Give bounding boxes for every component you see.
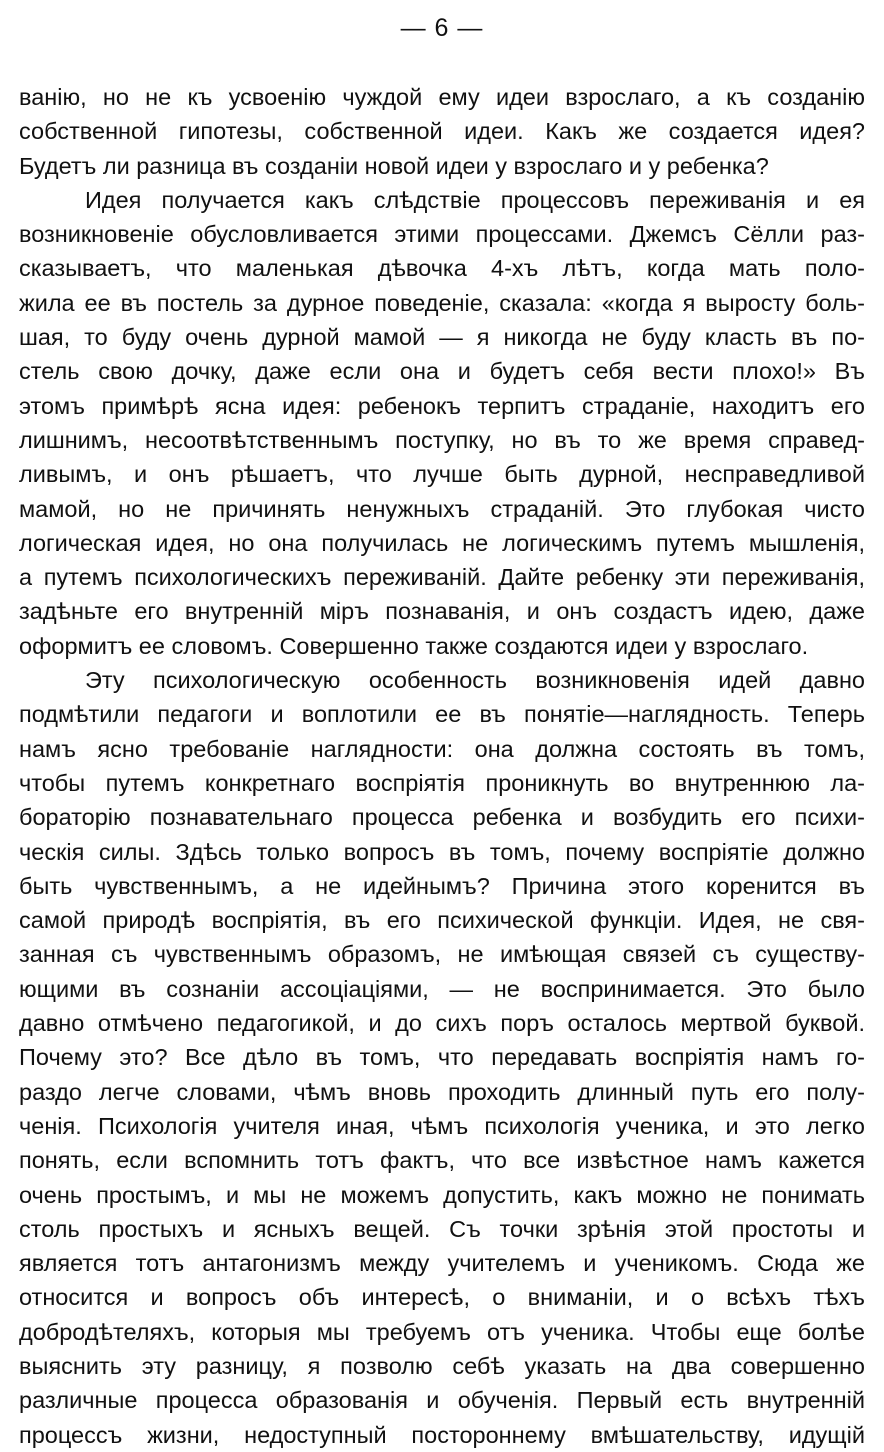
- text-line: стель свою дочку, даже если она и будетъ себя вести плохо!» Въ: [19, 358, 865, 385]
- text-line: относится и вопросъ объ интересѣ, о вниманіи, и о всѣхъ тѣхъ: [19, 1284, 865, 1311]
- text-line: ющими въ сознаніи ассоціаціями, — не воспринимается. Это было: [19, 975, 865, 1002]
- book-page: [19, 12, 865, 1452]
- text-line: ливымъ, и онъ рѣшаетъ, что лучше быть дурной, несправедливой: [19, 461, 865, 488]
- text-line: сказываетъ, что маленькая дѣвочка 4-хъ лѣтъ, когда мать поло-: [19, 255, 865, 282]
- text-line: намъ ясно требованіе наглядности: она должна состоять въ томъ,: [19, 735, 865, 762]
- text-line: задѣньте его внутренній міръ познаванія, и онъ создастъ идею, даже: [19, 598, 865, 625]
- text-line: различные процесса образованія и обученія. Первый есть внутренній: [19, 1387, 865, 1414]
- text-line: Будетъ ли разница въ созданіи новой идеи у взрослаго и у ребенка?: [19, 152, 769, 179]
- text-line: этомъ примѣрѣ ясна идея: ребенокъ терпитъ страданіе, находитъ его: [19, 392, 865, 419]
- text-line: подмѣтили педагоги и воплотили ее въ понятіе—наглядность. Теперь: [19, 701, 865, 728]
- text-line: жила ее въ постель за дурное поведеніе, сказала: «когда я выросту боль-: [19, 289, 865, 316]
- text-line: Идея получается какъ слѣдствіе процессовъ переживанія и ея: [85, 186, 865, 213]
- text-line: раздо легче словами, чѣмъ вновь проходить длинный путь его полу-: [19, 1078, 865, 1105]
- text-line: столь простыхъ и ясныхъ вещей. Съ точки зрѣнія этой простоты и: [19, 1215, 865, 1242]
- text-line: возникновеніе обусловливается этими процессами. Джемсъ Сёлли раз-: [19, 221, 865, 248]
- text-line: процессъ жизни, недоступный постороннему вмѣшательству, идущій: [19, 1421, 865, 1448]
- text-line: давно отмѣчено педагогикой, и до сихъ поръ осталось мертвой буквой.: [19, 1010, 865, 1037]
- text-line: мамой, но не причинять ненужныхъ страданій. Это глубокая чисто: [19, 495, 865, 522]
- text-line: ванію, но не къ усвоенію чуждой ему идеи взрослаго, а къ созданію: [19, 84, 865, 110]
- text-line: Почему это? Все дѣло въ томъ, что передавать воспріятія намъ го-: [19, 1044, 865, 1071]
- text-line: логическая идея, но она получилась не логическимъ путемъ мышленія,: [19, 529, 865, 556]
- text-line: самой природѣ воспріятія, въ его психической функціи. Идея, не свя-: [19, 907, 865, 934]
- text-line: занная съ чувственнымъ образомъ, не имѣющая связей съ существу-: [19, 941, 865, 968]
- text-line: быть чувственнымъ, а не идейнымъ? Причина этого коренится въ: [19, 872, 865, 899]
- text-line: лишнимъ, несоотвѣтственнымъ поступку, но въ то же время справед-: [19, 426, 865, 453]
- page-number: — 6 —: [400, 14, 484, 42]
- text-line: очень простымъ, и мы не можемъ допустить, какъ можно не понимать: [19, 1181, 865, 1208]
- text-line: Эту психологическую особенность возникновенія идей давно: [85, 667, 865, 694]
- text-line: чтобы путемъ конкретнаго воспріятія проникнуть во внутреннюю ла-: [19, 769, 865, 796]
- text-line: выяснить эту разницу, я позволю себѣ указать на два совершенно: [19, 1352, 865, 1379]
- text-line: оформитъ ее словомъ. Совершенно также создаются идеи у взрослаго.: [19, 632, 809, 659]
- text-line: понять, если вспомнить тотъ фактъ, что все извѣстное намъ кажется: [19, 1147, 865, 1174]
- text-line: а путемъ психологическихъ переживаній. Дайте ребенку эти переживанія,: [19, 564, 865, 591]
- body-text: [19, 80, 865, 1452]
- text-line: бораторію познавательнаго процесса ребенка и возбудить его психи-: [19, 804, 865, 831]
- text-line: собственной гипотезы, собственной идеи. Какъ же создается идея?: [19, 118, 865, 145]
- text-line: добродѣтеляхъ, которыя мы требуемъ отъ ученика. Чтобы еще болѣе: [19, 1318, 865, 1345]
- text-line: шая, то буду очень дурной мамой — я никогда не буду класть въ по-: [19, 324, 865, 351]
- text-line: ченія. Психологія учителя иная, чѣмъ психологія ученика, и это легко: [19, 1112, 865, 1139]
- text-line: ческія силы. Здѣсь только вопросъ въ томъ, почему воспріятіе должно: [19, 838, 865, 865]
- text-line: является тотъ антагонизмъ между учителемъ и ученикомъ. Сюда же: [19, 1250, 865, 1277]
